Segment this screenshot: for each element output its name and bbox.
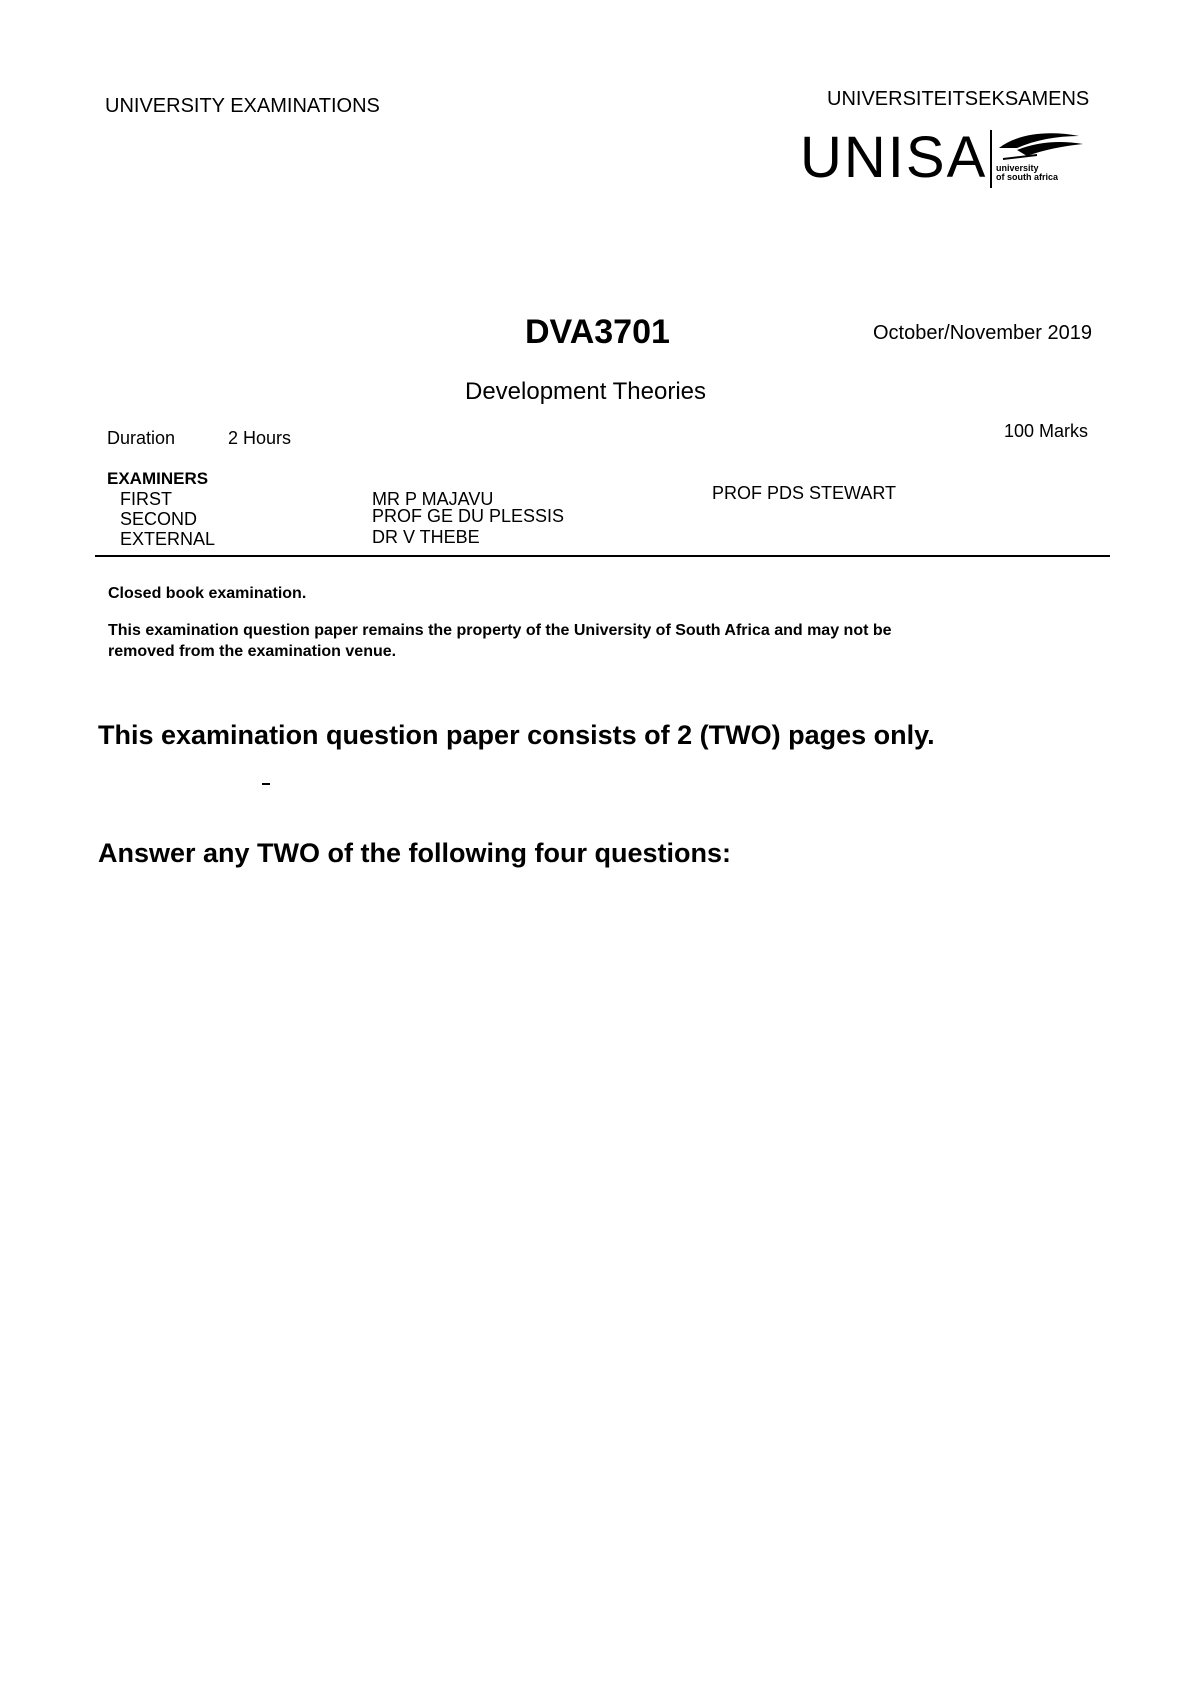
- course-code: DVA3701: [525, 313, 670, 351]
- examiner-external-label: EXTERNAL: [120, 529, 216, 549]
- pages-instruction: This examination question paper consists of 2 (TWO) pages only.: [98, 720, 935, 750]
- logo-tagline-line2: of south africa: [996, 172, 1059, 182]
- examiner-first-name-2: PROF PDS STEWART: [712, 483, 897, 503]
- stray-mark: [262, 783, 270, 785]
- examiner-second-label: SECOND: [120, 509, 198, 529]
- header-left: UNIVERSITY EXAMINATIONS: [105, 95, 380, 117]
- property-note-line1: This examination question paper remains the property of the University of South Africa and may not be: [108, 622, 892, 639]
- examiner-second-name: PROF GE DU PLESSIS: [372, 506, 565, 526]
- duration-label: Duration: [107, 428, 176, 448]
- logo-tagline: [996, 164, 1058, 182]
- logo-tagline-line1: university: [996, 163, 1039, 173]
- exam-session: October/November 2019: [873, 322, 1093, 344]
- logo-divider: [990, 130, 992, 188]
- course-title: Development Theories: [465, 378, 707, 405]
- property-note-line2: removed from the examination venue.: [108, 643, 397, 660]
- header-right: UNIVERSITEITSEKSAMENS: [827, 88, 1090, 110]
- unisa-logo: [800, 125, 1090, 200]
- duration-value: 2 Hours: [228, 428, 292, 448]
- closed-book-note: Closed book examination.: [108, 585, 307, 602]
- logo-wordmark: UNISA: [800, 125, 988, 190]
- total-marks: 100 Marks: [1004, 421, 1089, 441]
- answer-instruction: Answer any TWO of the following four questions:: [98, 838, 731, 868]
- logo-wing-icon: [997, 130, 1087, 164]
- examiners-heading: EXAMINERS: [107, 469, 209, 488]
- header-rule: [95, 555, 1110, 557]
- examiner-first-label: FIRST: [120, 489, 172, 509]
- examiner-first-name: MR P MAJAVU: [372, 489, 494, 509]
- examiner-external-name: DR V THEBE: [372, 527, 480, 547]
